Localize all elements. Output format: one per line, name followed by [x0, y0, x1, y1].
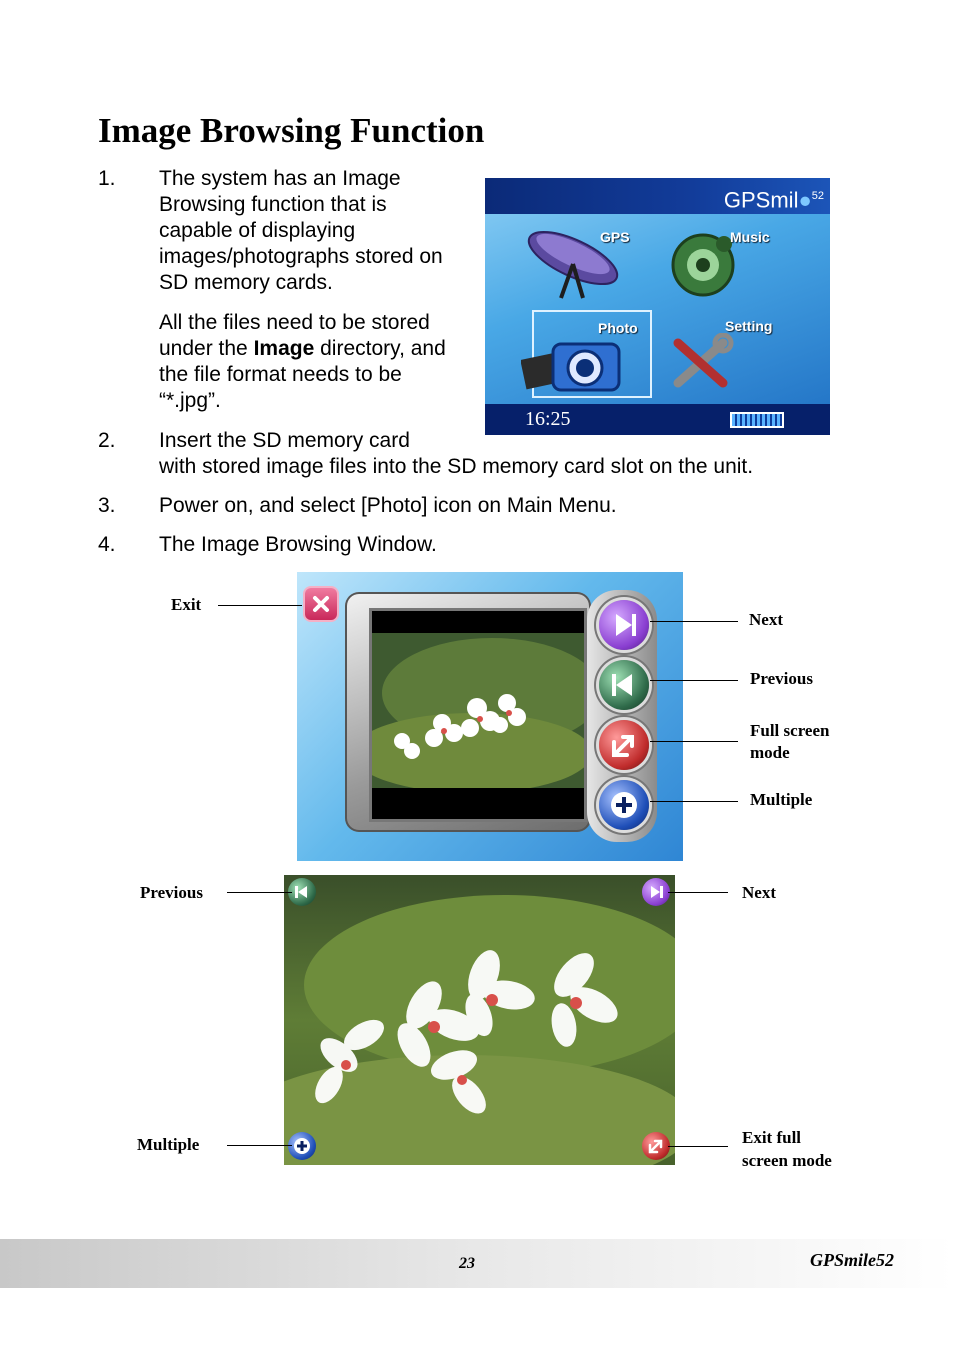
expand-arrow-icon [642, 1132, 670, 1160]
main-menu-status-bar [485, 404, 830, 435]
step-4-text: The Image Browsing Window. [159, 533, 437, 556]
exit-button[interactable] [305, 588, 337, 620]
callout-previous-line [650, 680, 738, 681]
step-3-text: Power on, and select [Photo] icon on Main Menu. [159, 494, 617, 517]
menu-item-setting[interactable]: Setting [725, 318, 773, 334]
main-menu-header [485, 178, 830, 214]
skip-previous-icon [288, 878, 316, 906]
callout-fs-multiple: Multiple [137, 1135, 200, 1154]
step-1-text: The system has an Image Browsing function that is capable of displaying images/photographs stored on SD memory cards. [159, 167, 443, 294]
expand-arrow-icon [599, 720, 649, 770]
main-menu-brand-model: 52 [811, 190, 824, 202]
callout-fs-exit-line-1: Exit full [742, 1128, 802, 1147]
storage-note-dir: Image [253, 337, 315, 360]
photo-viewport [369, 608, 587, 822]
callout-full-screen-line [650, 741, 738, 742]
callout-multiple-line [650, 801, 738, 802]
callout-previous: Previous [750, 669, 813, 688]
callout-fs-next: Next [742, 883, 776, 902]
callout-fs-exit-line-2: screen mode [742, 1151, 832, 1170]
callout-exit-line [218, 605, 302, 606]
storage-note-start: All the files need to be stored under the [159, 311, 430, 360]
callout-next-line [650, 621, 738, 622]
camera-icon [521, 328, 631, 398]
next-button[interactable] [599, 600, 649, 650]
tools-icon [668, 333, 738, 393]
flower-photo-thumbnail [372, 633, 584, 788]
step-2-number: 2. [98, 429, 116, 452]
storage-note-end: directory, and the file format needs to be “*.jpg”. [159, 337, 446, 412]
menu-item-gps[interactable]: GPS [600, 229, 630, 245]
page-number: 23 [459, 1255, 475, 1272]
skip-previous-icon [599, 660, 649, 710]
callout-exit: Exit [171, 595, 202, 614]
step-4-number: 4. [98, 533, 116, 556]
callout-fs-previous: Previous [140, 883, 203, 902]
plus-icon [599, 780, 649, 830]
menu-item-photo[interactable]: Photo [598, 320, 638, 336]
fullscreen-previous-button[interactable] [288, 878, 316, 906]
page-title: Image Browsing Function [98, 111, 485, 150]
exit-full-screen-button[interactable] [642, 1132, 670, 1160]
callout-fs-multiple-line [227, 1145, 292, 1146]
skip-next-icon [642, 878, 670, 906]
clock-time: 16:25 [525, 408, 571, 430]
callout-fs-previous-line [227, 892, 292, 893]
step-2-line-1: Insert the SD memory card [159, 429, 410, 452]
page-footer [0, 1239, 954, 1288]
callout-full-screen-line-1: Full screen [750, 721, 830, 740]
control-rail [587, 590, 657, 842]
footer-product-name: GPSmile52 [810, 1250, 894, 1270]
step-2-line-2: with stored image files into the SD memory card slot on the unit. [159, 455, 754, 478]
callout-multiple: Multiple [750, 790, 813, 809]
music-disc-icon [668, 230, 738, 300]
full-screen-button[interactable] [599, 720, 649, 770]
menu-item-music[interactable]: Music [730, 229, 770, 245]
image-browsing-window-screenshot [297, 572, 683, 861]
plus-icon [288, 1132, 316, 1160]
close-icon [305, 588, 337, 620]
skip-next-icon [599, 600, 649, 650]
callout-next: Next [749, 610, 783, 629]
main-menu-brand-text: GPSmil [723, 187, 799, 213]
fullscreen-multiple-button[interactable] [288, 1132, 316, 1160]
fullscreen-next-button[interactable] [642, 878, 670, 906]
battery-icon [730, 412, 784, 428]
main-menu-brand: GPSmil●$^{52}$ [723, 187, 824, 213]
callout-fs-next-line [668, 892, 728, 893]
flower-photo [284, 875, 675, 1165]
full-screen-photo-screenshot [284, 875, 675, 1165]
step-3-number: 3. [98, 494, 116, 517]
callout-fs-exit-line [668, 1146, 728, 1147]
previous-button[interactable] [599, 660, 649, 710]
photo-viewer-frame [345, 592, 591, 832]
storage-note [159, 310, 459, 414]
multiple-button[interactable] [599, 780, 649, 830]
step-1-number: 1. [98, 167, 116, 190]
callout-full-screen-line-2: mode [750, 743, 790, 762]
main-menu-screenshot [485, 178, 830, 435]
